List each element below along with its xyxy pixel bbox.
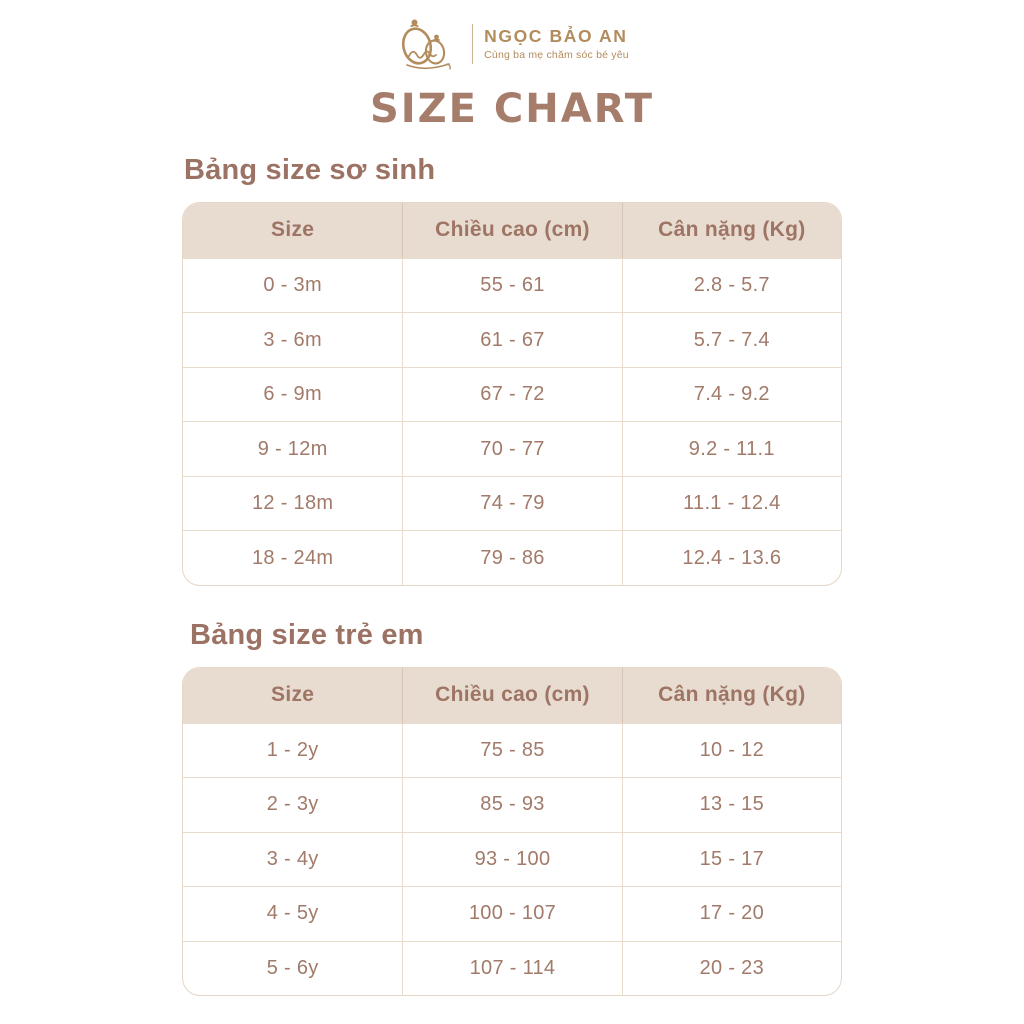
- table-cell: 79 - 86: [402, 531, 621, 585]
- table-header-row: [183, 203, 841, 258]
- column-header: Size: [271, 683, 315, 707]
- table-cell: 10 - 12: [622, 724, 841, 778]
- table-cell: 11.1 - 12.4: [622, 477, 841, 531]
- table-row: [183, 421, 841, 476]
- table-cell: 9.2 - 11.1: [622, 422, 841, 476]
- table-row: [183, 832, 841, 887]
- table-cell: 7.4 - 9.2: [622, 368, 841, 422]
- table-cell: 70 - 77: [402, 422, 621, 476]
- section-heading-children: Bảng size trẻ em: [190, 618, 424, 651]
- column-header: Cân nặng (Kg): [622, 668, 841, 723]
- column-header: Size: [271, 218, 315, 242]
- table-cell: 74 - 79: [402, 477, 621, 531]
- brand-tagline: Cùng ba mẹ chăm sóc bé yêu: [484, 49, 629, 62]
- table-cell: 93 - 100: [402, 833, 621, 887]
- table-cell: 5 - 6y: [266, 956, 319, 979]
- table-cell: 12.4 - 13.6: [622, 531, 841, 585]
- table-row: [183, 476, 841, 531]
- table-cell: 20 - 23: [622, 942, 841, 996]
- table-cell: 1 - 2y: [266, 738, 319, 761]
- brand-text-block: [484, 27, 629, 61]
- table-cell: 107 - 114: [402, 942, 621, 996]
- column-header: Chiều cao (cm): [402, 203, 621, 258]
- table-cell: 2.8 - 5.7: [622, 259, 841, 313]
- table-cell: 55 - 61: [402, 259, 621, 313]
- table-cell: 15 - 17: [622, 833, 841, 887]
- table-row: [183, 723, 841, 778]
- table-cell: 4 - 5y: [266, 902, 319, 925]
- table-cell: 17 - 20: [622, 887, 841, 941]
- column-header: Cân nặng (Kg): [622, 203, 841, 258]
- table-cell: 9 - 12m: [257, 437, 328, 460]
- table-cell: 67 - 72: [402, 368, 621, 422]
- table-cell: 75 - 85: [402, 724, 621, 778]
- table-cell: 2 - 3y: [266, 793, 319, 816]
- table-row: [183, 886, 841, 941]
- table-row: [183, 312, 841, 367]
- table-cell: 18 - 24m: [252, 546, 334, 569]
- section-heading-newborn: Bảng size sơ sinh: [184, 154, 436, 186]
- brand-header: [0, 0, 1024, 72]
- table-cell: 12 - 18m: [252, 492, 334, 515]
- column-header: Chiều cao (cm): [402, 668, 621, 723]
- content-column: [182, 153, 842, 996]
- table-cell: 6 - 9m: [263, 383, 322, 406]
- table-header-row: [183, 668, 841, 723]
- table-cell: 3 - 4y: [266, 847, 319, 870]
- table-cell: 85 - 93: [402, 778, 621, 832]
- newborn-size-table: [182, 202, 842, 586]
- table-cell: 3 - 6m: [263, 328, 322, 351]
- table-cell: 100 - 107: [402, 887, 621, 941]
- table-row: [183, 258, 841, 313]
- table-row: [183, 367, 841, 422]
- table-row: [183, 941, 841, 996]
- page-title: SIZE CHART: [369, 86, 655, 132]
- table-cell: 5.7 - 7.4: [622, 313, 841, 367]
- table-cell: 13 - 15: [622, 778, 841, 832]
- table-cell: 61 - 67: [402, 313, 621, 367]
- brand-name: NGỌC BẢO AN: [484, 25, 628, 46]
- brand-logo-icon: [395, 16, 461, 72]
- table-row: [183, 530, 841, 585]
- brand-divider: [472, 24, 473, 64]
- table-cell: 0 - 3m: [263, 274, 322, 297]
- table-row: [183, 777, 841, 832]
- children-size-table: [182, 667, 842, 997]
